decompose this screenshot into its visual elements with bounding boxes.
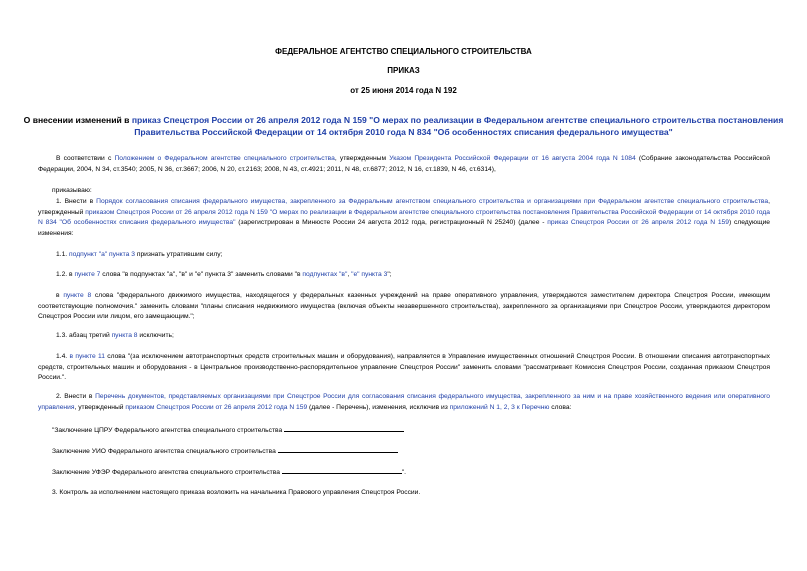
document-title — [20, 114, 787, 138]
item-text: 2. Внести в — [56, 393, 96, 400]
item-text: ) следующие изменения: — [38, 219, 771, 237]
link-subparagraphs-v[interactable]: подпунктах "в" — [302, 271, 348, 278]
item-text: (зарегистрирован в Минюсте России 24 августа 2012 года, регистрационный N 25240) (далее - — [235, 219, 548, 227]
link-presidential-decree[interactable]: Указом Президента Российской Федерации от 16 августа 2004 года N 1084 — [389, 155, 636, 162]
item-text: слова: — [549, 403, 572, 411]
conclusion-cpru — [52, 424, 770, 437]
link-subparagraph-e-3[interactable]: "е" пункта 3 — [351, 271, 388, 278]
link-regulation-agency[interactable]: Положением о Федеральном агентстве специального строительства — [114, 155, 335, 162]
item-1-2 — [38, 270, 770, 281]
item-text: 1.4. — [56, 353, 70, 360]
link-paragraph-8[interactable]: пункте 8 — [63, 292, 92, 299]
item-3: 3. Контроль за исполнением настоящего приказа возложить на начальника Правового управления Спецстроя России. — [52, 489, 421, 496]
item-text: слова "(за исключением автотранспортных средств строительных машин и оборудования), направляется в Управление имущественных отношений Спецстроя России. В отношении списания автотранспортных средств, строительных машин и оборудования - в Центральное производственно-распорядительное управление Спецстроя России" заменить словами "рассматривает Комиссия Спецстроя России, созданная приказом Спецстроя России.". — [38, 353, 770, 382]
item-text: слова "федерального движимого имущества, находящегося у федеральных казенных учреждений на праве оперативного управления, утверждаются заместителем директора Спецстроя России, имеющим соответствующие полномочия." заменить словами "планы списания недвижимого имущества (включая объекты незавершенного строительства), закрепленного за организациями при Спецстрое России, утверждаются директором Спецстроя России или лицом, его замещающим."; — [38, 292, 770, 321]
conclusion-uio — [52, 445, 770, 458]
signature-blank — [278, 445, 398, 453]
item-text: слова "в подпунктах "а", "в" и "е" пункта 3" заменить словами "в — [100, 271, 303, 278]
item-1-3 — [38, 331, 770, 342]
item-text: , утвержденный — [38, 198, 770, 216]
item-text: исключить; — [137, 332, 174, 339]
item-text: (далее - Перечень), изменения, исключив из — [307, 403, 450, 411]
item-text: "; — [387, 271, 392, 278]
link-paragraph-7[interactable]: пункте 7 — [74, 271, 101, 278]
link-paragraph-8-b[interactable]: пункта 8 — [111, 332, 138, 339]
link-order-159-short[interactable]: приказ Спецстроя России от 26 апреля 2012 года N 159 — [547, 219, 729, 227]
item-1-4 — [38, 352, 770, 384]
preamble-text: (Собрание законодательства Российской Федерации, 2004, N 34, ст.3540; 2005, N 36, ст.3667; 2006, N 20, ст.2163; 2008, N 43, ст.4921; 2011, N 48, ст.6877; 2012, N 16, ст.1839, N 46, ст.6314), — [38, 155, 770, 173]
conclusion-text: Заключение УФЭР Федерального агентства специального строительства — [52, 469, 280, 476]
document-date: от 25 июня 2014 года N 192 — [350, 86, 457, 95]
preamble-paragraph — [38, 154, 770, 175]
item-1-2-continued — [38, 291, 770, 323]
link-subparagraph-a-3[interactable]: подпункт "а" пункта 3 — [69, 251, 135, 258]
item-text: 1. Внести в — [56, 198, 97, 205]
order-word: приказываю: — [52, 187, 92, 194]
title-link-order-159[interactable]: приказ Спецстроя России от 26 апреля 2012 года N 159 "О мерах по реализации в Федеральном агентстве специального строительства постановления Правительства Российской Федерации от 14 октября 2010 года N 834 "Об особенностях списания федерального имущества" — [131, 115, 784, 137]
item-1 — [38, 197, 770, 239]
item-text: , утвержденный — [74, 403, 126, 411]
item-text: признать утратившим силу; — [134, 251, 223, 258]
item-text: 1.2. в — [56, 271, 75, 278]
agency-heading: ФЕДЕРАЛЬНОЕ АГЕНТСТВО СПЕЦИАЛЬНОГО СТРОИТЕЛЬСТВА — [275, 47, 532, 56]
item-text: в — [56, 292, 64, 299]
item-text: 1.1. — [56, 251, 70, 258]
signature-blank — [282, 466, 402, 474]
preamble-text: В соответствии с — [56, 155, 115, 162]
item-text: 1.3. абзац третий — [56, 332, 112, 339]
item-2 — [38, 392, 770, 413]
conclusion-end: ". — [401, 469, 407, 476]
link-appendices[interactable]: приложений N 1, 2, 3 к Перечню — [449, 403, 550, 411]
conclusion-ufer — [52, 466, 770, 479]
link-order-159[interactable]: приказом Спецстроя России от 26 апреля 2012 года N 159 "О мерах по реализации в Федеральном агентстве специального строительства постановления Правительства Российской Федерации от 14 октября 2010 года N 834 "Об особенностях списания федерального имущества" — [38, 208, 770, 227]
signature-blank — [284, 424, 404, 432]
title-prefix: О внесении изменений в — [23, 115, 132, 125]
link-paragraph-11[interactable]: в пункте 11 — [69, 353, 105, 360]
conclusion-text: "Заключение ЦПРУ Федерального агентства специального строительства — [52, 427, 283, 434]
link-document-list[interactable]: Перечень документов, представляемых организациями при Спецстрое России для согласования списания федерального имущества, закрепленного за ним и на праве хозяйственного ведения или оперативного управления — [38, 393, 770, 411]
item-1-1 — [38, 250, 770, 261]
item-text: , — [347, 271, 352, 278]
link-order-159-b[interactable]: приказом Спецстроя России от 26 апреля 2012 года N 159 — [125, 403, 308, 411]
document-type: ПРИКАЗ — [387, 66, 420, 75]
link-approval-procedure[interactable]: Порядок согласования списания федерального имущества, закрепленного за Федеральным агентством специального строительства и организациями при Федеральном агентстве специального строительства — [96, 198, 769, 205]
conclusion-text: Заключение УИО Федерального агентства специального строительства — [52, 448, 276, 455]
preamble-text: , утвержденным — [334, 155, 390, 162]
